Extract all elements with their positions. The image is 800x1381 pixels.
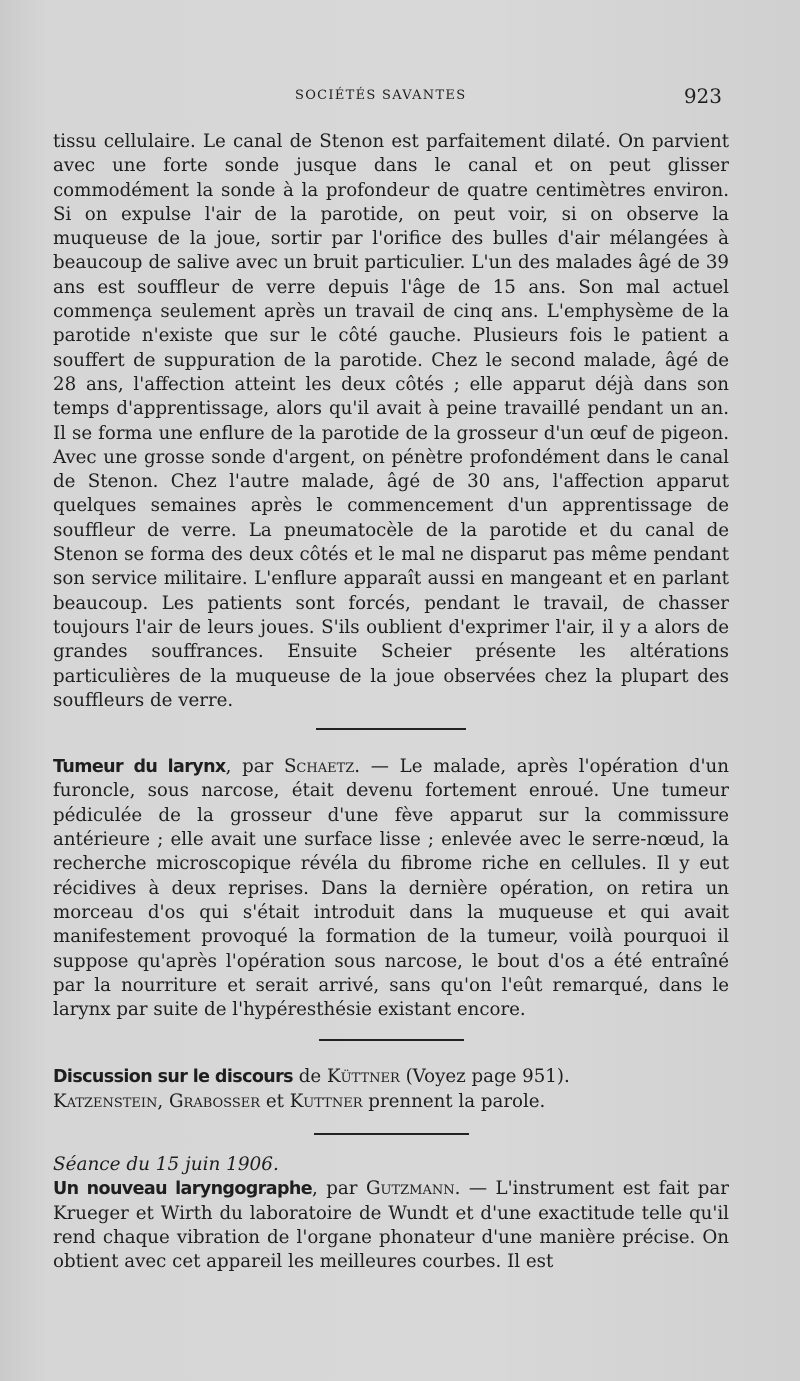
running-header xyxy=(0,86,800,110)
paragraph-laryngographe: Un nouveau laryngographe, par Gutzmann. — L'instrument est fait par Krueger et Wirth du laboratoire de Wundt et d'une exactitude telle qu'il rend chaque vibration de l'organe phonateur d'une manière précise. On obtient avec cet appareil les meilleures courbes. Il est xyxy=(53,1178,729,1273)
section-divider xyxy=(319,1039,464,1041)
author-name: Grabosser xyxy=(169,1090,261,1112)
section-heading-laryngographe: Un nouveau laryngographe xyxy=(53,1179,313,1200)
page-number: 923 xyxy=(683,84,722,108)
body-text xyxy=(53,130,729,1274)
section-divider xyxy=(314,1133,469,1135)
author-name: Küttner xyxy=(326,1066,400,1088)
section-heading-discussion: Discussion sur le discours xyxy=(53,1067,293,1088)
author-name: Schaetz xyxy=(283,756,355,778)
section-heading-tumeur: Tumeur du larynx xyxy=(53,757,226,778)
section-divider xyxy=(316,728,466,730)
running-title: SOCIÉTÉS SAVANTES xyxy=(295,88,467,103)
author-name: Katzenstein xyxy=(53,1090,158,1112)
author-name: Kuttner xyxy=(289,1090,363,1112)
author-name: Gutzmann xyxy=(365,1178,455,1200)
session-date-heading: Séance du 15 juin 1906. xyxy=(53,1153,279,1175)
paragraph-parotid-emphysema: tissu cellulaire. Le canal de Stenon est parfaitement dilaté. On parvient avec une forte sonde jusque dans le canal et on peut glisser commodément la sonde à la profondeur de quatre centimètres environ. Si on expulse l'air de la parotide, on peut voir, si on observe la muqueuse de la joue, sortir par l'orifice des bulles d'air mélangées à beaucoup de salive avec un bruit particulier. L'un des malades âgé de 39 ans est souffleur de verre depuis l'âge de 15 ans. Son mal actuel commença seulement après un travail de cinq ans. L'emphysème de la parotide n'existe que sur le côté gauche. Plusieurs fois le patient a souffert de suppuration de la parotide. Chez le second malade, âgé de 28 ans, l'affection atteint les deux côtés ; elle apparut déjà dans son temps d'apprentissage, alors qu'il avait à peine travaillé pendant un an. Il se forma une enflure de la parotide de la grosseur d'un œuf de pigeon. Avec une grosse sonde d'argent, on pénètre profondément dans le canal de Stenon. Chez l'autre malade, âgé de 30 ans, l'affection apparut quelques semaines après le commencement d'un apprentissage de souffleur de verre. La pneumatocèle de la parotide et du canal de Stenon se forma des deux côtés et le mal ne disparut pas même pendant son service militaire. L'enflure apparaît aussi en mangeant et en parlant beaucoup. Les patients sont forcés, pendant le travail, de chasser toujours l'air de leurs joues. S'ils oublient d'exprimer l'air, il y a alors de grandes souffrances. Ensuite Scheier présente les altérations particulières de la muqueuse de la joue observées chez la plupart des souffleurs de verre. xyxy=(53,131,729,711)
paragraph-tumeur-du-larynx: Tumeur du larynx, par Schaetz. — Le malade, après l'opération d'un furoncle, sous narcose, était devenu fortement enroué. Une tumeur pédiculée de la grosseur d'une fève apparut sur la commissure antérieure ; elle avait une surface lisse ; enlevée avec le serre-nœud, la recherche microscopique révéla du fibrome riche en cellules. Il y eut récidives à deux reprises. Dans la dernière opération, on retira un morceau d'os qui s'était introduit dans la muqueuse et qui avait manifestement provoqué la formation de la tumeur, voilà pourquoi il suppose qu'après l'opération sous narcose, le bout d'os a été entraîné par la nourriture et serait arrivé, sans qu'on l'eût remarqué, dans le larynx par suite de l'hypéresthésie existant encore. xyxy=(53,756,729,1021)
paragraph-discussion: Discussion sur le discours de Küttner (Voyez page 951). Katzenstein, Grabosser et Kuttner prennent la parole. xyxy=(53,1066,570,1112)
